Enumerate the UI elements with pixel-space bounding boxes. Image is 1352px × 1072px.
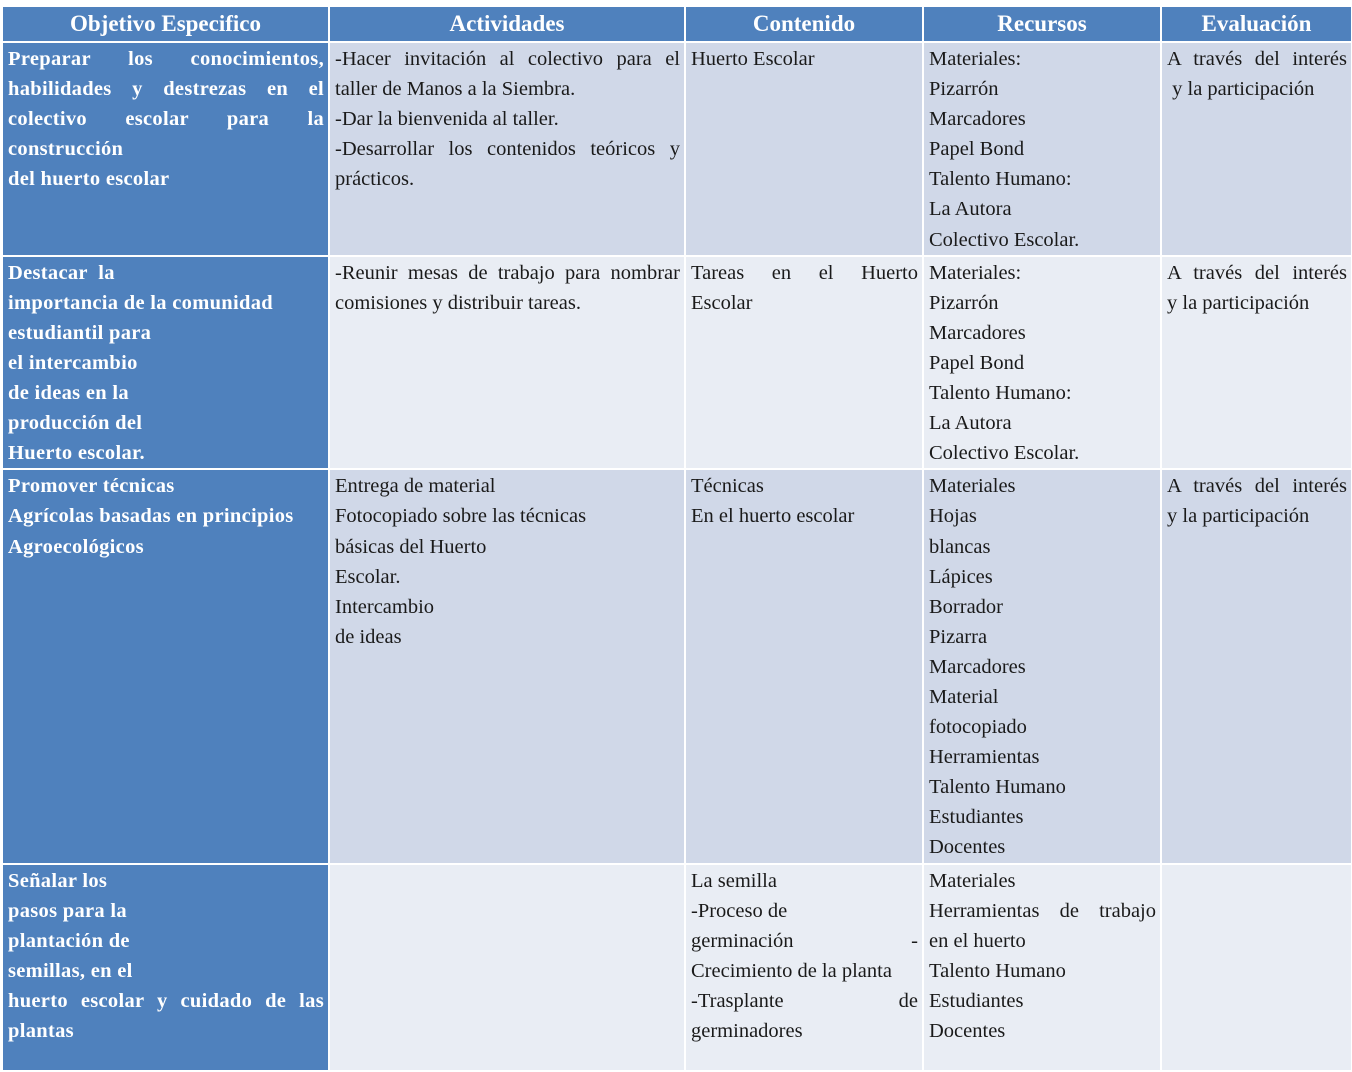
header-actividades: Actividades	[329, 6, 685, 42]
recursos-line: Docentes	[929, 1020, 1006, 1042]
contenido-line: En el huerto escolar	[691, 505, 855, 528]
recursos-line: Colectivo Escolar.	[929, 228, 1080, 251]
objetivo-line: colectivo escolar para la	[8, 108, 324, 131]
actividades-cell	[329, 256, 685, 470]
objetivo-line: producción del	[8, 412, 143, 435]
contenido-line: Crecimiento de la planta	[691, 959, 892, 982]
evaluacion-cell	[1161, 256, 1352, 470]
table-row	[2, 469, 1352, 863]
recursos-line: Talento Humano:	[929, 168, 1072, 191]
objetivo-line: estudiantil para	[8, 321, 152, 344]
actividades-line: comisiones y distribuir tareas.	[335, 291, 581, 314]
table-row	[2, 864, 1352, 1071]
actividades-line: taller de Manos a la Siembra.	[335, 78, 576, 101]
objetivo-line: el intercambio	[8, 351, 138, 374]
evaluacion-line: A través del interés	[1167, 475, 1347, 498]
contenido-cell	[685, 42, 923, 256]
actividades-line: Escolar.	[335, 565, 401, 588]
recursos-line: Materiales:	[929, 261, 1022, 284]
actividades-line: -Desarrollar los contenidos teóricos y	[335, 138, 680, 161]
objetivo-line: Huerto escolar.	[8, 442, 145, 465]
recursos-line: Herramientas	[929, 746, 1040, 769]
recursos-line: Materiales	[929, 869, 1016, 892]
contenido-cell	[685, 864, 923, 1071]
actividades-line: -Dar la bienvenida al taller.	[335, 108, 559, 131]
contenido-line: Escolar	[691, 291, 753, 314]
evaluacion-line: A través del interés	[1167, 48, 1347, 70]
objetivo-line: pasos para la	[8, 899, 127, 922]
recursos-line: Marcadores	[929, 655, 1026, 678]
actividades-line: -Reunir mesas de trabajo para nombrar	[335, 261, 680, 284]
recursos-line: Marcadores	[929, 321, 1026, 344]
evaluacion-line: y la participación	[1167, 78, 1315, 101]
recursos-line: fotocopiado	[929, 716, 1027, 739]
recursos-cell	[923, 864, 1161, 1071]
recursos-line: Talento Humano:	[929, 382, 1072, 405]
objetivo-line: huerto escolar y cuidado de las	[8, 989, 324, 1012]
contenido-line: germinadores	[691, 1020, 803, 1042]
contenido-line: Técnicas	[691, 475, 764, 498]
actividades-line: de ideas	[335, 625, 402, 648]
recursos-line: Material	[929, 685, 999, 708]
recursos-line: Talento Humano	[929, 959, 1066, 982]
recursos-line: Materiales	[929, 475, 1016, 498]
contenido-cell	[685, 256, 923, 470]
actividades-cell	[329, 864, 685, 1071]
objetivo-line: Promover técnicas	[8, 475, 175, 498]
header-contenido: Contenido	[685, 6, 923, 42]
objetivo-line: Destacar la	[8, 261, 115, 284]
recursos-line: Lápices	[929, 565, 993, 588]
objetivo-line: plantas	[8, 1020, 74, 1042]
planning-table	[1, 5, 1352, 1072]
recursos-line: Hojas	[929, 505, 977, 528]
recursos-line: Talento Humano	[929, 776, 1066, 799]
evaluacion-cell	[1161, 469, 1352, 863]
actividades-line: Fotocopiado sobre las técnicas	[335, 505, 587, 528]
objetivo-cell	[2, 469, 329, 863]
table-row	[2, 42, 1352, 256]
actividades-line: Entrega de material	[335, 475, 496, 498]
recursos-line: Pizarrón	[929, 291, 999, 314]
recursos-line: Borrador	[929, 595, 1004, 618]
actividades-cell	[329, 42, 685, 256]
header-evaluacion: Evaluación	[1161, 6, 1352, 42]
objetivo-line: importancia de la comunidad	[8, 291, 273, 314]
recursos-cell	[923, 42, 1161, 256]
objetivo-line: plantación de	[8, 929, 130, 952]
header-objetivo: Objetivo Especifico	[2, 6, 329, 42]
recursos-line: Pizarra	[929, 625, 988, 648]
objetivo-line: Agrícolas basadas en principios	[8, 505, 294, 528]
recursos-line: Colectivo Escolar.	[929, 442, 1080, 465]
actividades-line: -Hacer invitación al colectivo para el	[335, 48, 680, 70]
evaluacion-cell	[1161, 42, 1352, 256]
objetivo-line: del huerto escolar	[8, 168, 170, 191]
objetivo-line: Preparar los conocimientos,	[8, 48, 324, 70]
recursos-cell	[923, 469, 1161, 863]
contenido-line: Huerto Escolar	[691, 48, 815, 70]
recursos-line: La Autora	[929, 412, 1012, 435]
recursos-line: Estudiantes	[929, 806, 1024, 829]
objetivo-cell	[2, 42, 329, 256]
header-recursos: Recursos	[923, 6, 1161, 42]
recursos-line: Docentes	[929, 836, 1006, 859]
recursos-line: Pizarrón	[929, 78, 999, 101]
recursos-line: Estudiantes	[929, 989, 1024, 1012]
recursos-line: Papel Bond	[929, 138, 1025, 161]
objetivo-line: Agroecológicos	[8, 535, 144, 558]
contenido-cell	[685, 469, 923, 863]
contenido-line: germinación -	[691, 929, 918, 952]
table-row	[2, 256, 1352, 470]
recursos-line: La Autora	[929, 198, 1012, 221]
header-row	[2, 6, 1352, 42]
recursos-line: Marcadores	[929, 108, 1026, 131]
recursos-line: blancas	[929, 535, 991, 558]
objetivo-line: habilidades y destrezas en el	[8, 78, 324, 101]
evaluacion-line: A través del interés	[1167, 261, 1347, 284]
contenido-line: La semilla	[691, 869, 777, 892]
objetivo-cell	[2, 256, 329, 470]
objetivo-line: Señalar los	[8, 869, 108, 892]
contenido-line: -Proceso de	[691, 899, 788, 922]
evaluacion-cell	[1161, 864, 1352, 1071]
actividades-line: prácticos.	[335, 168, 415, 191]
recursos-line: Materiales:	[929, 48, 1022, 70]
recursos-line: Herramientas de trabajo	[929, 899, 1156, 922]
actividades-cell	[329, 469, 685, 863]
objetivo-line: de ideas en la	[8, 382, 129, 405]
objetivo-cell	[2, 864, 329, 1071]
actividades-line: básicas del Huerto	[335, 535, 487, 558]
objetivo-line: semillas, en el	[8, 959, 133, 982]
recursos-cell	[923, 256, 1161, 470]
evaluacion-line: y la participación	[1167, 505, 1310, 528]
recursos-line: en el huerto	[929, 929, 1026, 952]
actividades-line: Intercambio	[335, 595, 435, 618]
recursos-line: Papel Bond	[929, 351, 1025, 374]
contenido-line: -Trasplante de	[691, 989, 918, 1012]
evaluacion-line: y la participación	[1167, 291, 1310, 314]
contenido-line: Tareas en el Huerto	[691, 261, 918, 284]
objetivo-line: construcción	[8, 138, 124, 161]
